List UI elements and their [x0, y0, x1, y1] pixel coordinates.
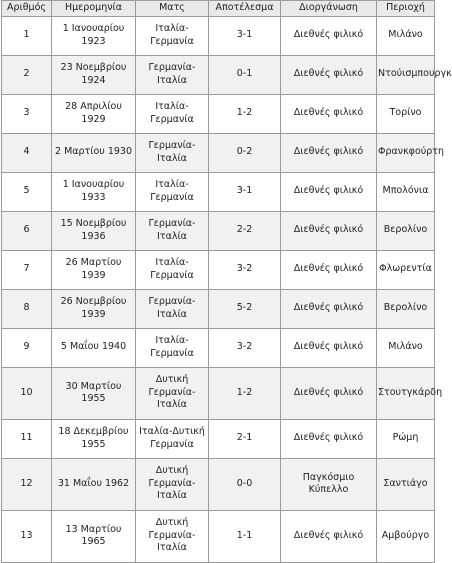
- cell-number: 3: [2, 94, 52, 133]
- match-line: Γερμανία-: [148, 62, 196, 73]
- match-line: Γερμανία-: [148, 140, 196, 151]
- date-line: 1929: [81, 113, 106, 125]
- match-line: Γερμανία: [150, 269, 194, 281]
- match-line: Ιταλία-Δυτική: [139, 426, 205, 437]
- cell-score: 0-2: [209, 133, 281, 172]
- cell-number: 1: [2, 16, 52, 55]
- comp-line: Παγκόσμιο: [302, 471, 355, 483]
- cell-match: [136, 419, 209, 458]
- match-line: Δυτική: [155, 517, 189, 529]
- header-number: Αριθμός: [2, 1, 52, 17]
- comp-line: Κύπελλο: [308, 484, 349, 495]
- match-line: Γερμανία-: [148, 529, 196, 541]
- cell-match: [136, 367, 209, 419]
- date-line: 2 Μαρτίου 1930: [55, 146, 132, 158]
- cell-score: 5-2: [209, 289, 281, 328]
- cell-date: [52, 458, 136, 510]
- date-line: 1955: [81, 438, 106, 450]
- cell-location: Σαντιάγο: [377, 458, 435, 510]
- match-line: Γερμανία: [150, 35, 194, 47]
- date-line: 31 Μαΐου 1962: [57, 477, 130, 489]
- date-line: 1965: [81, 536, 106, 547]
- comp-line: Διεθνές φιλικό: [293, 386, 364, 398]
- cell-score: 1-1: [209, 510, 281, 562]
- match-line: Γερμανία-: [148, 218, 196, 229]
- match-line: Ιταλία-: [155, 23, 189, 34]
- match-line: Δυτική: [155, 465, 189, 477]
- match-line: Γερμανία-: [148, 386, 196, 398]
- cell-number: 11: [2, 419, 52, 458]
- cell-date: [52, 367, 136, 419]
- cell-location: Φλωρεντία: [377, 250, 435, 289]
- match-line: Ιταλία: [157, 542, 187, 554]
- cell-number: 6: [2, 211, 52, 250]
- match-line: Ιταλία-: [155, 101, 189, 112]
- cell-date: [52, 250, 136, 289]
- date-line: 23 Νοεμβρίου: [60, 62, 127, 73]
- cell-score: 0-1: [209, 55, 281, 94]
- table-row: [2, 55, 435, 94]
- cell-score: 3-2: [209, 328, 281, 367]
- cell-number: 10: [2, 367, 52, 419]
- cell-competition: [281, 172, 377, 211]
- cell-score: 3-1: [209, 172, 281, 211]
- date-line: 26 Νοεμβρίου: [60, 296, 127, 307]
- match-line: Ιταλία-: [155, 335, 189, 346]
- cell-competition: [281, 458, 377, 510]
- cell-location: Βερολίνο: [377, 289, 435, 328]
- header-score: Αποτέλεσμα: [209, 1, 281, 17]
- cell-location: Φρανκφούρτη: [377, 133, 435, 172]
- table-row: [2, 328, 435, 367]
- cell-match: [136, 458, 209, 510]
- comp-line: Διεθνές φιλικό: [293, 68, 364, 80]
- cell-date: [52, 328, 136, 367]
- table-row: [2, 16, 435, 55]
- match-line: Γερμανία-: [148, 296, 196, 307]
- date-line: 26 Μαρτίου: [65, 257, 122, 268]
- table-header-row: [2, 1, 435, 17]
- cell-number: 5: [2, 172, 52, 211]
- match-line: Ιταλία: [157, 74, 187, 86]
- cell-match: [136, 211, 209, 250]
- comp-line: Διεθνές φιλικό: [293, 224, 364, 236]
- cell-competition: [281, 328, 377, 367]
- date-line: 1933: [81, 191, 106, 203]
- match-line: Ιταλία-: [155, 179, 189, 190]
- cell-score: 2-2: [209, 211, 281, 250]
- comp-line: Διεθνές φιλικό: [293, 146, 364, 158]
- match-line: Γερμανία: [150, 438, 194, 450]
- header-match: Ματς: [136, 1, 209, 17]
- cell-location: Μιλάνο: [377, 16, 435, 55]
- cell-date: [52, 211, 136, 250]
- table-row: [2, 510, 435, 562]
- match-line: Ιταλία-: [155, 257, 189, 268]
- date-line: 30 Μαρτίου: [65, 380, 122, 392]
- table-row: [2, 289, 435, 328]
- cell-competition: [281, 133, 377, 172]
- date-line: 1939: [81, 269, 106, 281]
- table-body: [2, 16, 452, 562]
- cell-location: Βερολίνο: [377, 211, 435, 250]
- cell-number: 13: [2, 510, 52, 562]
- cell-match: [136, 172, 209, 211]
- cell-score: 1-2: [209, 94, 281, 133]
- cell-score: 1-2: [209, 367, 281, 419]
- comp-line: Διεθνές φιλικό: [293, 529, 364, 541]
- comp-line: Διεθνές φιλικό: [293, 341, 364, 353]
- cell-date: [52, 510, 136, 562]
- cell-competition: [281, 211, 377, 250]
- cell-competition: [281, 510, 377, 562]
- date-line: 15 Νοεμβρίου: [60, 218, 127, 229]
- matches-table: [1, 0, 452, 563]
- match-line: Ιταλία: [157, 230, 187, 242]
- table-row: [2, 94, 435, 133]
- cell-match: [136, 328, 209, 367]
- table-row: [2, 211, 435, 250]
- cell-location: Μιλάνο: [377, 328, 435, 367]
- cell-date: [52, 133, 136, 172]
- cell-location: Μπολόνια: [377, 172, 435, 211]
- cell-number: 12: [2, 458, 52, 510]
- cell-date: [52, 419, 136, 458]
- header-location: Περιοχή: [377, 1, 435, 17]
- comp-line: Διεθνές φιλικό: [293, 302, 364, 314]
- table-row: [2, 419, 435, 458]
- cell-number: 2: [2, 55, 52, 94]
- cell-competition: [281, 367, 377, 419]
- date-line: 1955: [81, 393, 106, 404]
- comp-line: Διεθνές φιλικό: [293, 29, 364, 41]
- header-competition: Διοργάνωση: [281, 1, 377, 17]
- cell-score: 2-1: [209, 419, 281, 458]
- date-line: 1 Ιανουαρίου: [62, 179, 125, 190]
- cell-date: [52, 55, 136, 94]
- cell-match: [136, 55, 209, 94]
- cell-number: 7: [2, 250, 52, 289]
- date-line: 18 Δεκεμβρίου: [58, 426, 129, 437]
- cell-location: Ντούισμπουργκ: [377, 55, 435, 94]
- date-line: 1939: [81, 308, 106, 320]
- table-row: [2, 133, 435, 172]
- comp-line: Διεθνές φιλικό: [293, 185, 364, 197]
- cell-score: 3-2: [209, 250, 281, 289]
- date-line: 1936: [81, 230, 106, 242]
- cell-location: Τορίνο: [377, 94, 435, 133]
- cell-location: Στουτγκάρδη: [377, 367, 435, 419]
- cell-number: 9: [2, 328, 52, 367]
- date-line: 5 Μαΐου 1940: [60, 341, 127, 353]
- cell-date: [52, 289, 136, 328]
- match-line: Γερμανία-: [148, 477, 196, 489]
- match-line: Ιταλία: [157, 152, 187, 164]
- cell-score: 0-0: [209, 458, 281, 510]
- cell-match: [136, 510, 209, 562]
- date-line: 1924: [81, 74, 106, 86]
- date-line: 13 Μαρτίου: [65, 523, 122, 535]
- match-line: Ιταλία: [157, 399, 187, 411]
- cell-location: Ρώμη: [377, 419, 435, 458]
- cell-date: [52, 16, 136, 55]
- date-line: 1 Ιανουαρίου: [62, 23, 125, 34]
- cell-competition: [281, 16, 377, 55]
- match-line: Γερμανία: [150, 113, 194, 125]
- cell-competition: [281, 94, 377, 133]
- table-row: [2, 367, 435, 419]
- cell-competition: [281, 419, 377, 458]
- cell-match: [136, 250, 209, 289]
- date-line: 28 Απριλίου: [65, 101, 122, 112]
- match-line: Ιταλία: [157, 308, 187, 320]
- header-date: Ημερομηνία: [52, 1, 136, 17]
- cell-date: [52, 94, 136, 133]
- cell-competition: [281, 289, 377, 328]
- match-line: Ιταλία: [157, 490, 187, 502]
- date-line: 1923: [81, 35, 106, 47]
- cell-number: 8: [2, 289, 52, 328]
- cell-date: [52, 172, 136, 211]
- match-line: Δυτική: [155, 374, 189, 386]
- cell-match: [136, 133, 209, 172]
- cell-match: [136, 289, 209, 328]
- cell-location: Αμβούργο: [377, 510, 435, 562]
- match-line: Γερμανία: [150, 191, 194, 203]
- table-row: [2, 172, 435, 211]
- cell-competition: [281, 250, 377, 289]
- cell-number: 4: [2, 133, 52, 172]
- table-row: [2, 250, 435, 289]
- cell-score: 3-1: [209, 16, 281, 55]
- cell-match: [136, 16, 209, 55]
- comp-line: Διεθνές φιλικό: [293, 432, 364, 444]
- match-line: Γερμανία: [150, 347, 194, 359]
- comp-line: Διεθνές φιλικό: [293, 263, 364, 275]
- cell-match: [136, 94, 209, 133]
- comp-line: Διεθνές φιλικό: [293, 107, 364, 119]
- table-row: [2, 458, 435, 510]
- cell-competition: [281, 55, 377, 94]
